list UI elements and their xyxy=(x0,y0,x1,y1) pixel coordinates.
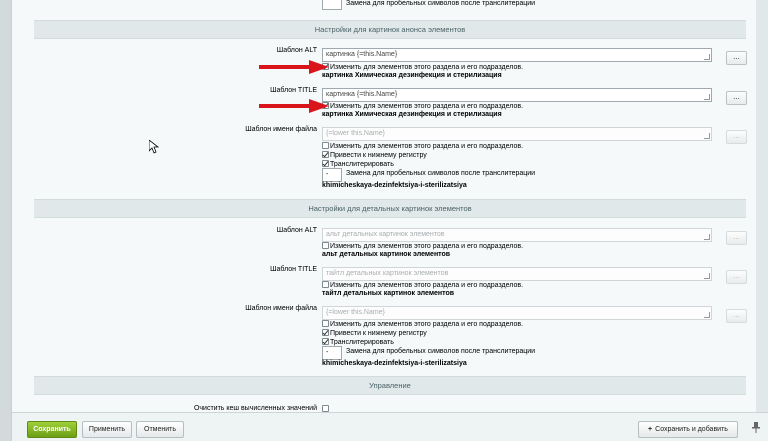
checkbox-icon[interactable] xyxy=(322,320,329,327)
checkbox-icon[interactable] xyxy=(322,142,329,149)
resize-grip-icon[interactable] xyxy=(704,312,710,318)
detail-title-override-checkbox-row[interactable] xyxy=(322,281,523,290)
section-detail-header: Настройки для детальных картинок элементов xyxy=(34,199,746,218)
detail-separator-input[interactable]: - xyxy=(322,346,342,360)
announce-alt-result: картинка Химическая дезинфекция и стерилизация xyxy=(322,72,502,79)
detail-separator-label: Замена для пробельных символов после транслитерации xyxy=(346,348,536,355)
resize-grip-icon[interactable] xyxy=(704,133,710,139)
form-inner xyxy=(34,0,746,412)
plus-icon: + xyxy=(648,426,653,433)
save-and-add-button[interactable] xyxy=(638,421,738,438)
detail-title-result: тайтл детальных картинок элементов xyxy=(322,290,455,297)
left-sidebar-strip xyxy=(0,0,12,441)
detail-filename-checkbox-label: Изменить для элементов этого раздела и его подразделов. xyxy=(330,321,524,328)
detail-alt-checkbox-label: Изменить для элементов этого раздела и его подразделов. xyxy=(330,243,524,250)
checkbox-icon[interactable] xyxy=(322,242,329,249)
detail-translit-label: Транслитерировать xyxy=(330,339,394,346)
detail-lowercase-label: Привести к нижнему регистру xyxy=(330,330,427,337)
resize-grip-icon[interactable] xyxy=(704,94,710,100)
detail-lowercase-checkbox-row[interactable] xyxy=(322,329,427,338)
announce-alt-label: Шаблон ALT xyxy=(276,47,317,54)
clear-cache-label: Очистить кеш вычисленных значений xyxy=(193,405,317,412)
cancel-button[interactable]: Отменить xyxy=(136,421,184,438)
announce-filename-label: Шаблон имени файла xyxy=(245,126,317,133)
detail-filename-input[interactable]: {=lower this.Name} xyxy=(322,306,712,320)
announce-lowercase-checkbox-row[interactable] xyxy=(322,151,427,160)
announce-title-override-checkbox-row[interactable] xyxy=(322,102,523,111)
checkbox-icon[interactable] xyxy=(322,329,329,336)
announce-translit-label: Транслитерировать xyxy=(330,161,394,168)
detail-alt-override-checkbox-row[interactable] xyxy=(322,242,523,251)
detail-title-checkbox-label: Изменить для элементов этого раздела и его подразделов. xyxy=(330,282,524,289)
detail-filename-label: Шаблон имени файла xyxy=(245,305,317,312)
announce-title-checkbox-label: Изменить для элементов этого раздела и его подразделов. xyxy=(330,103,524,110)
right-sidebar-strip xyxy=(756,0,768,441)
announce-title-result: картинка Химическая дезинфекция и стерилизация xyxy=(322,111,502,118)
detail-filename-menu-button[interactable]: ... xyxy=(726,309,747,323)
detail-title-input[interactable]: тайтл детальных картинок элементов xyxy=(322,267,712,281)
clear-cache-checkbox[interactable] xyxy=(322,405,329,412)
announce-alt-override-checkbox-row[interactable] xyxy=(322,63,523,72)
detail-alt-result: альт детальных картинок элементов xyxy=(322,251,451,258)
checkbox-icon[interactable] xyxy=(322,151,329,158)
announce-alt-input[interactable]: картинка {=this.Name} xyxy=(322,48,712,62)
checkbox-icon[interactable] xyxy=(322,160,329,167)
announce-alt-menu-button[interactable]: ... xyxy=(726,51,747,65)
announce-filename-result: khimicheskaya-dezinfektsiya-i-sterilizatsiya xyxy=(322,182,467,189)
detail-filename-override-checkbox-row[interactable] xyxy=(322,320,523,329)
announce-filename-menu-button[interactable]: ... xyxy=(726,130,747,144)
checkbox-icon[interactable] xyxy=(322,338,329,345)
save-button[interactable]: Сохранить xyxy=(27,421,77,438)
announce-separator-label: Замена для пробельных символов после транслитерации xyxy=(346,170,536,177)
section-control-header: Управление xyxy=(34,376,746,395)
section-announce-header: Настройки для картинок анонса элементов xyxy=(34,20,746,39)
form-panel xyxy=(12,0,756,412)
announce-filename-checkbox-label: Изменить для элементов этого раздела и его подразделов. xyxy=(330,143,524,150)
red-arrow-icon xyxy=(259,99,329,113)
detail-title-menu-button[interactable]: ... xyxy=(726,270,747,284)
pin-icon[interactable] xyxy=(752,422,760,433)
mouse-cursor-icon xyxy=(149,140,159,154)
top-separator-label: Замена для пробельных символов после транслитерации xyxy=(346,0,536,7)
checkbox-icon[interactable] xyxy=(322,281,329,288)
resize-grip-icon[interactable] xyxy=(704,273,710,279)
announce-title-menu-button[interactable]: ... xyxy=(726,91,747,105)
announce-title-input[interactable]: картинка {=this.Name} xyxy=(322,88,712,102)
announce-separator-input[interactable]: - xyxy=(322,168,342,182)
announce-alt-checkbox-label: Изменить для элементов этого раздела и его подразделов. xyxy=(330,64,524,71)
red-arrow-icon xyxy=(259,60,329,74)
resize-grip-icon[interactable] xyxy=(704,234,710,240)
save-and-add-label: Сохранить и добавить xyxy=(655,426,728,433)
announce-filename-override-checkbox-row[interactable] xyxy=(322,142,523,151)
resize-grip-icon[interactable] xyxy=(704,54,710,60)
detail-title-label: Шаблон TITLE xyxy=(270,266,317,273)
apply-button[interactable]: Применить xyxy=(82,421,132,438)
top-separator-input[interactable] xyxy=(322,0,342,10)
announce-lowercase-label: Привести к нижнему регистру xyxy=(330,152,427,159)
announce-filename-input[interactable]: {=lower this.Name} xyxy=(322,127,712,141)
announce-title-label: Шаблон TITLE xyxy=(270,87,317,94)
bottom-action-bar xyxy=(12,412,768,441)
detail-filename-result: khimicheskaya-dezinfektsiya-i-sterilizatsiya xyxy=(322,360,467,367)
detail-alt-input[interactable]: альт детальных картинок элементов xyxy=(322,228,712,242)
detail-alt-menu-button[interactable]: ... xyxy=(726,231,747,245)
detail-alt-label: Шаблон ALT xyxy=(276,227,317,234)
